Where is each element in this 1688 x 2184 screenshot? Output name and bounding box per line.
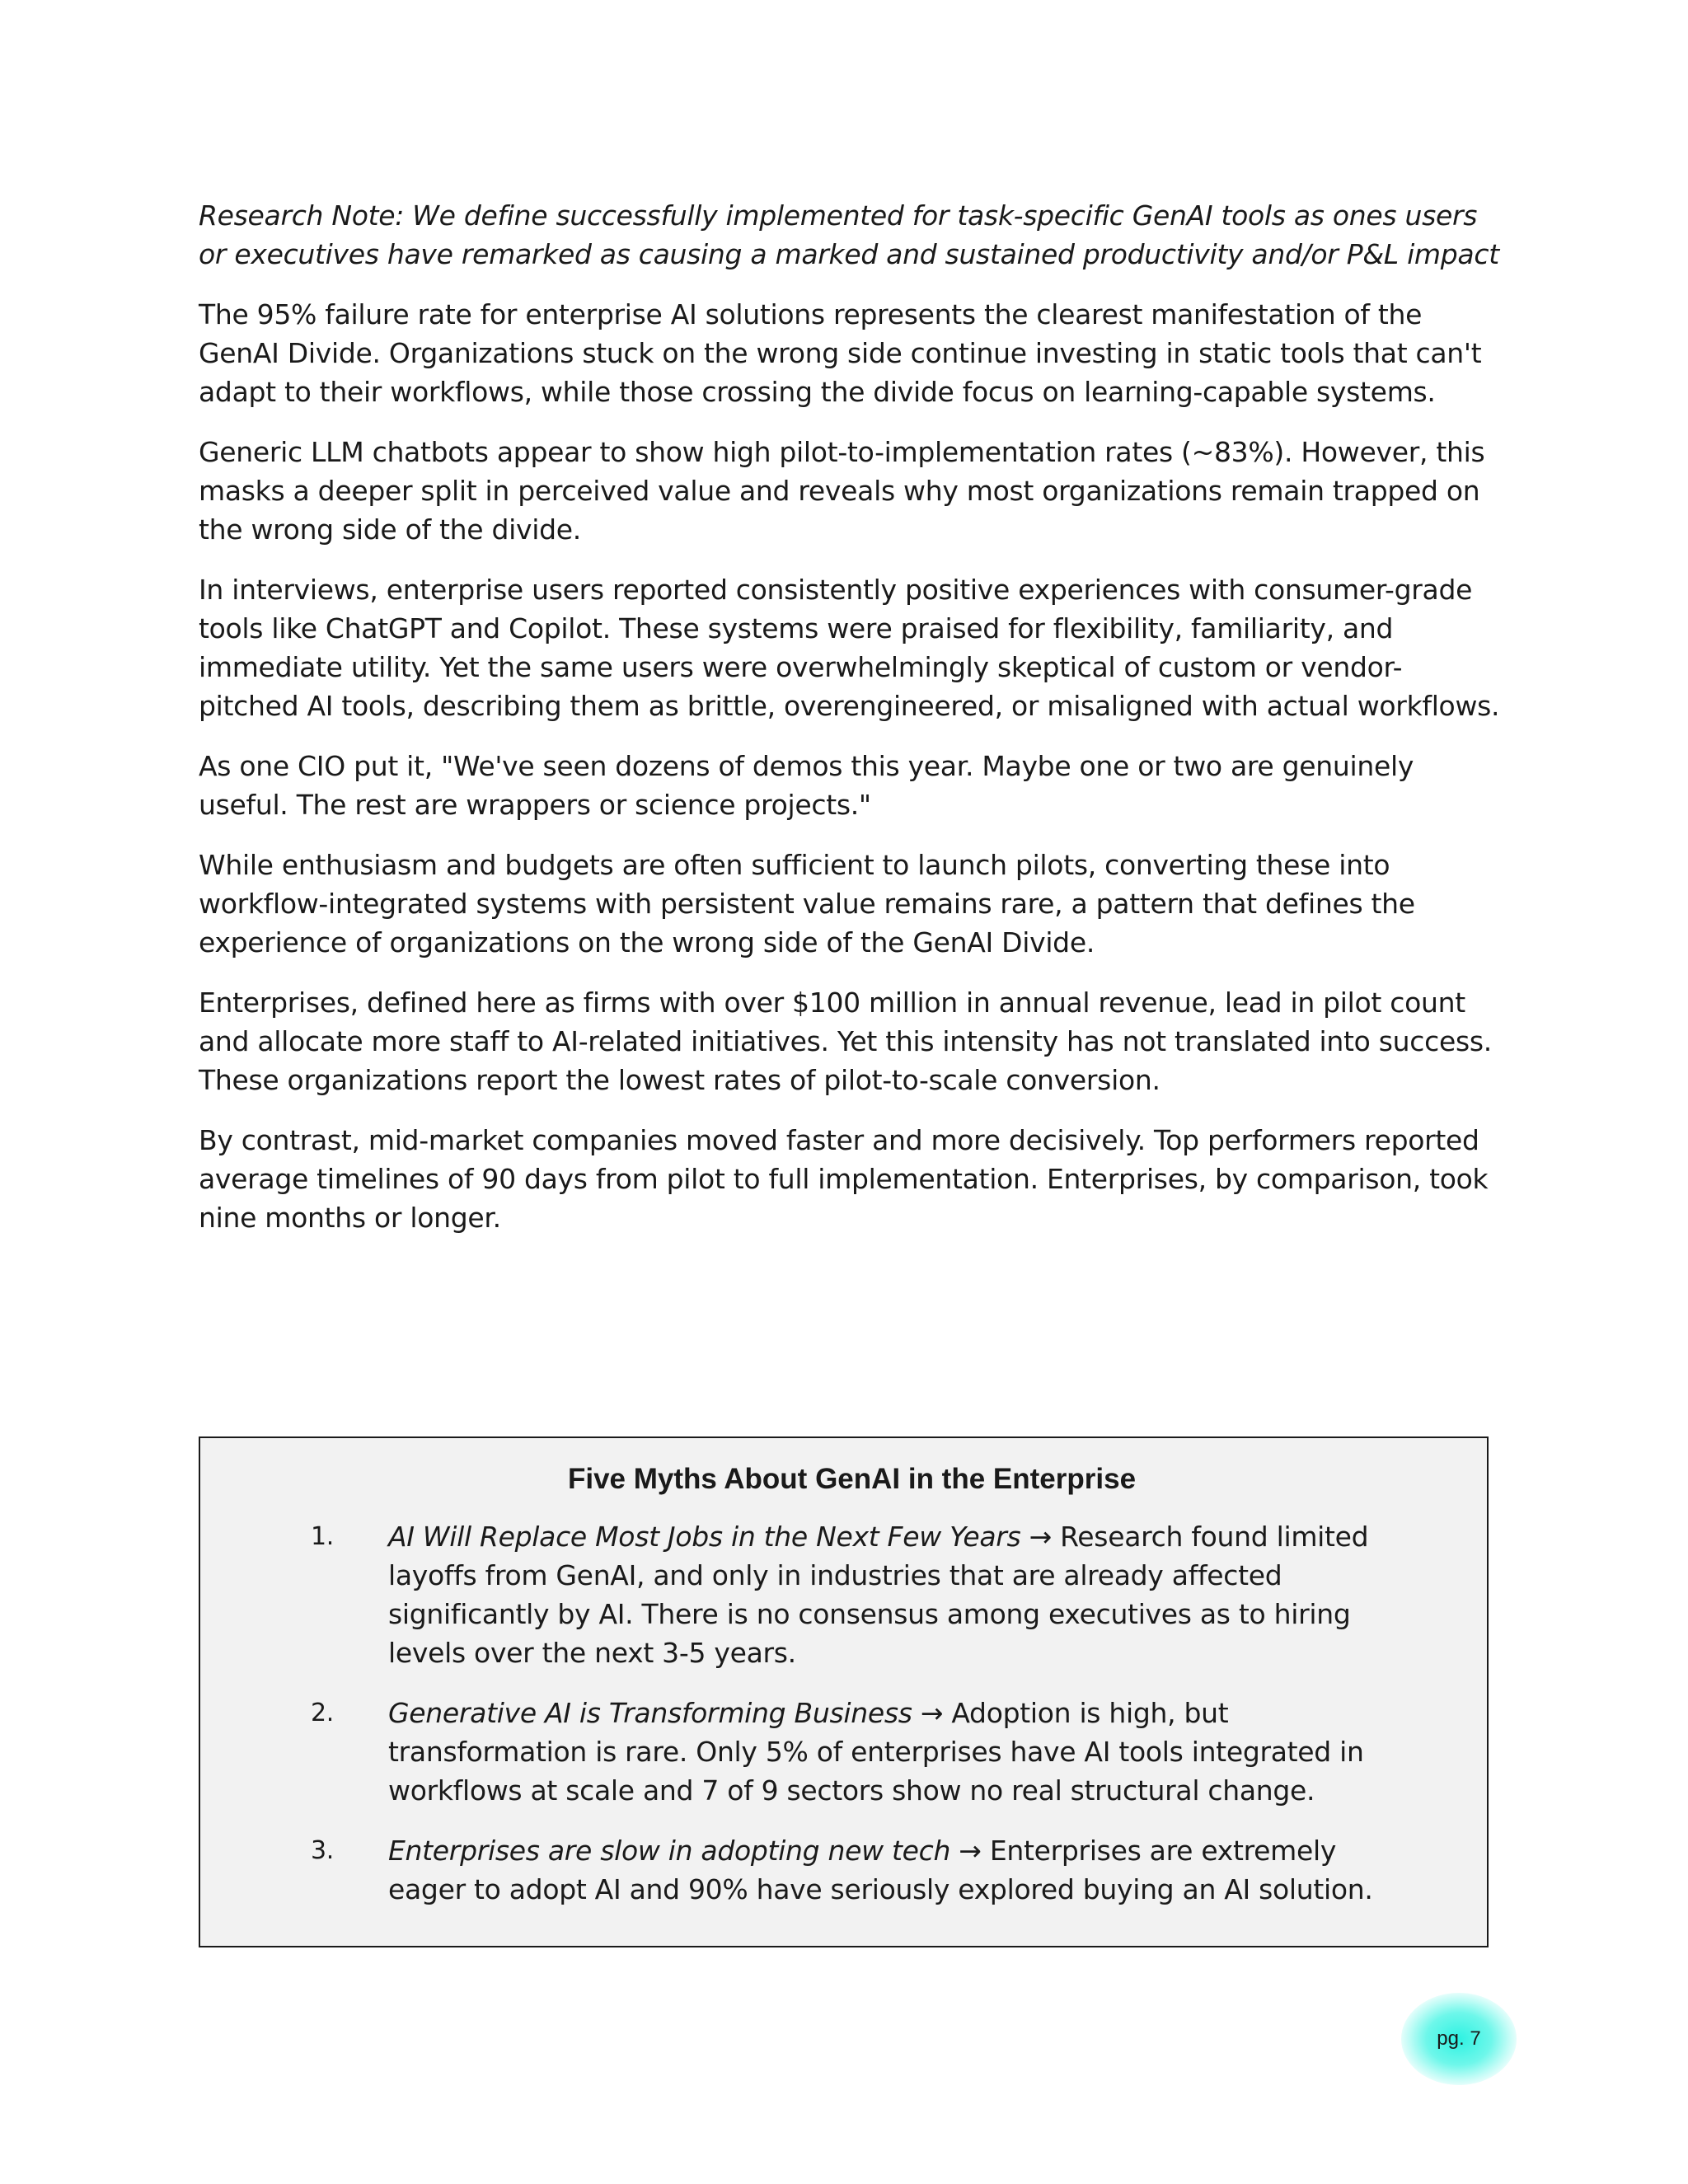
myths-list [200, 1517, 1382, 1909]
paragraph-failure-rate: The 95% failure rate for enterprise AI solutions represents the clearest manifestation of the GenAI Divide. Organizations stuck on the wrong side continue investing in static tools that can't adapt to their workflows, while those crossing the divide focus on learning-capable systems. [199, 298, 1482, 408]
arrow-icon: → [950, 1835, 990, 1867]
paragraph-cio-quote: As one CIO put it, "We've seen dozens of demos this year. Maybe one or two are genuinely useful. The rest are wrappers or science projects." [199, 750, 1414, 821]
myths-callout-box [199, 1436, 1489, 1947]
myth-claim: Generative AI is Transforming Business [388, 1697, 912, 1729]
paragraph-enterprises: Enterprises, defined here as firms with over $100 million in annual revenue, lead in pilot count and allocate more staff to AI-related initiatives. Yet this intensity has not translated into success. These organizations report the lowest rates of pilot-to-scale conversion. [199, 987, 1492, 1096]
myths-box-title: Five Myths About GenAI in the Enterprise [567, 1463, 1137, 1495]
myth-item [270, 1694, 1382, 1810]
myth-number: 3. [311, 1836, 335, 1865]
arrow-icon: → [1020, 1521, 1061, 1553]
myth-claim: AI Will Replace Most Jobs in the Next Few Years [388, 1521, 1021, 1553]
paragraph-mid-market: By contrast, mid-market companies moved faster and more decisively. Top performers reported average timelines of 90 days from pilot to full implementation. Enterprises, by comparison, took nine months or longer. [199, 1124, 1489, 1234]
paragraph-generic-chatbots: Generic LLM chatbots appear to show high pilot-to-implementation rates (~83%). However, this masks a deeper split in perceived value and reveals why most organizations remain trapped on the wrong side of the divide. [199, 436, 1485, 546]
research-note: Research Note: We define successfully implemented for task-specific GenAI tools as ones users or executives have remarked as causing a marked and sustained productivity and/or P&L impact [199, 199, 1499, 270]
myth-finding: Research found limited layoffs from GenAI, and only in industries that are already affected significantly by AI. There is no consensus among executives as to hiring levels over the next 3-5 years. [388, 1521, 1369, 1669]
myth-finding: Adoption is high, but transformation is rare. Only 5% of enterprises have AI tools integrated in workflows at scale and 7 of 9 sectors show no real structural change. [388, 1697, 1364, 1807]
page-number-badge [1401, 1993, 1517, 2085]
paragraph-interviews: In interviews, enterprise users reported consistently positive experiences with consumer-grade tools like ChatGPT and Copilot. These systems were praised for flexibility, familiarity, and immediate utility. Yet the same users were overwhelmingly skeptical of custom or vendor-pitched AI tools, describing them as brittle, overengineered, or misaligned with actual workflows. [199, 574, 1500, 722]
myth-number: 2. [311, 1699, 335, 1727]
page-number: pg. 7 [1437, 2027, 1481, 2050]
myth-item [270, 1831, 1382, 1909]
myth-claim: Enterprises are slow in adopting new tech [388, 1835, 951, 1867]
myth-finding: Enterprises are extremely eager to adopt AI and 90% have seriously explored buying an AI solution. [388, 1835, 1373, 1905]
paragraph-enthusiasm: While enthusiasm and budgets are often sufficient to launch pilots, converting these into workflow-integrated systems with persistent value remains rare, a pattern that defines the experience of organizations on the wrong side of the GenAI Divide. [199, 849, 1415, 958]
main-content [199, 196, 1501, 1258]
myth-number: 1. [311, 1522, 335, 1551]
arrow-icon: → [912, 1697, 952, 1729]
myth-item [270, 1517, 1382, 1672]
